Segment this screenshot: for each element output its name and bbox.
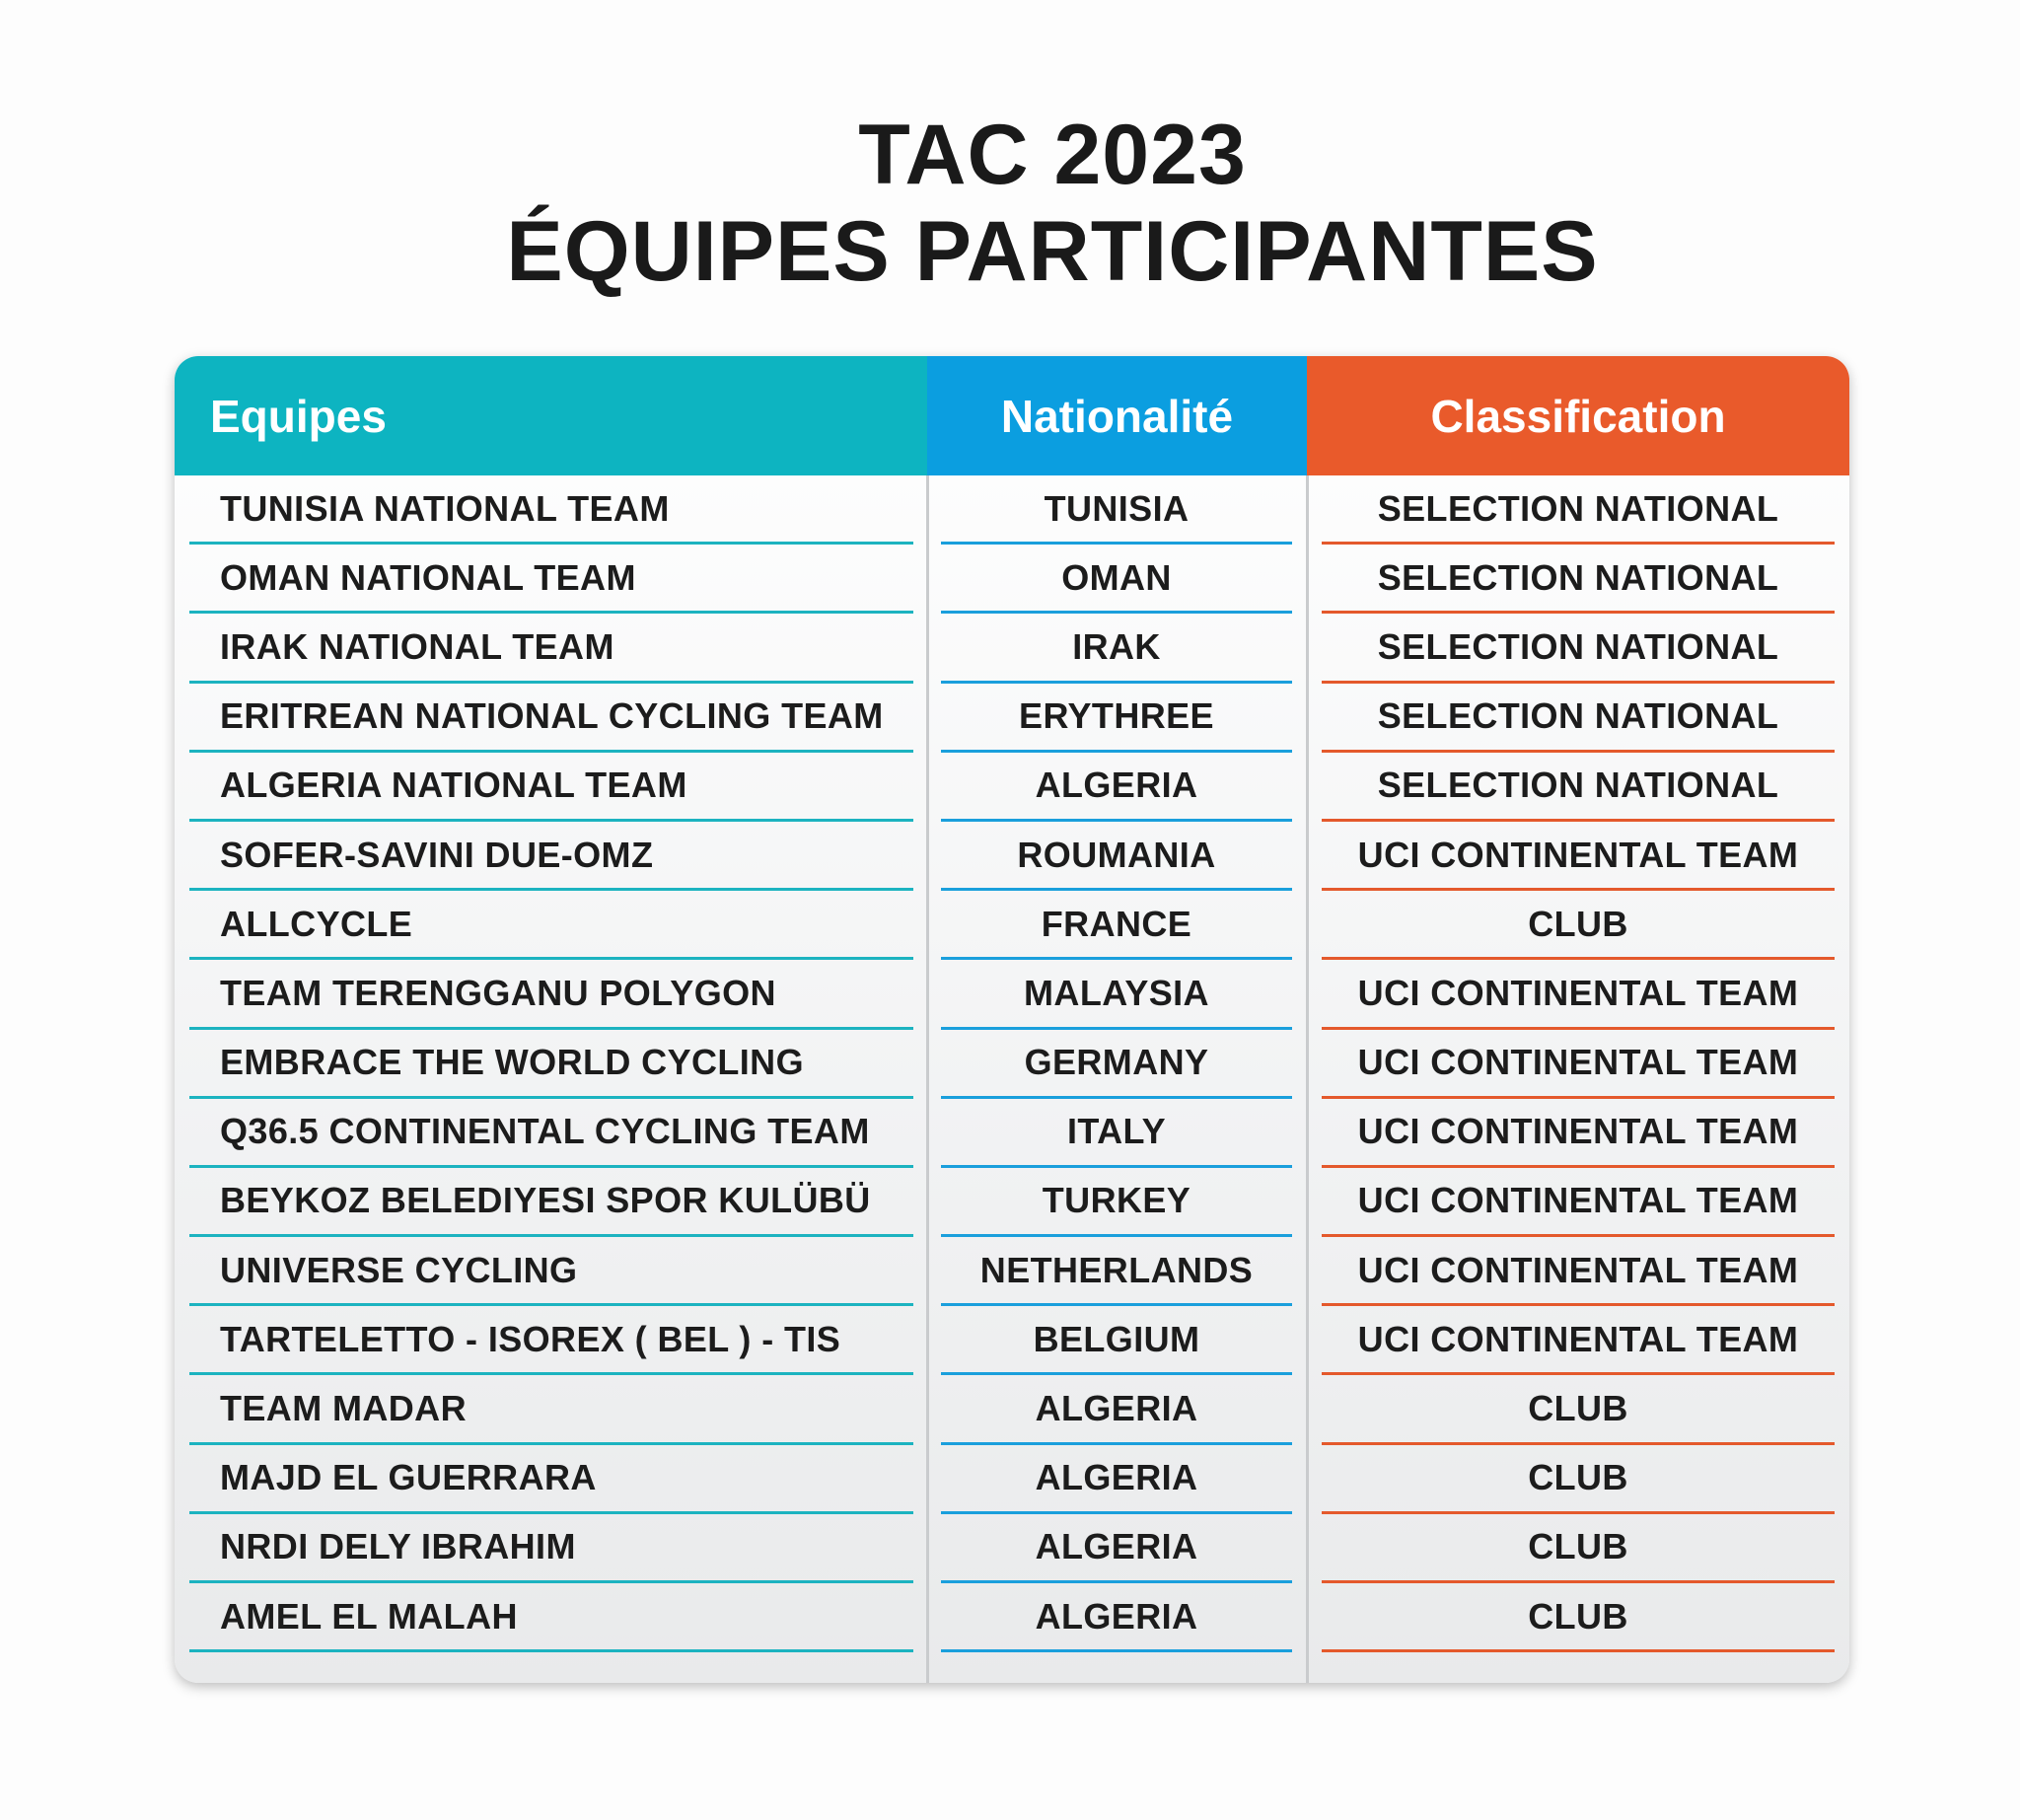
- classification-cell: UCI CONTINENTAL TEAM: [1322, 822, 1835, 891]
- table-row: [175, 1237, 1849, 1306]
- classification-cell: SELECTION NATIONAL: [1322, 614, 1835, 683]
- team-cell: Q36.5 CONTINENTAL CYCLING TEAM: [189, 1099, 913, 1168]
- table-row: [175, 1375, 1849, 1444]
- table-body: [175, 475, 1849, 1652]
- table-row: [175, 753, 1849, 822]
- nationality-cell: BELGIUM: [941, 1306, 1292, 1375]
- classification-cell: UCI CONTINENTAL TEAM: [1322, 1237, 1835, 1306]
- team-cell: UNIVERSE CYCLING: [189, 1237, 913, 1306]
- table-row: [175, 960, 1849, 1029]
- table-row: [175, 1168, 1849, 1237]
- team-cell: TEAM MADAR: [189, 1375, 913, 1444]
- table-row: [175, 822, 1849, 891]
- table-row: [175, 1583, 1849, 1652]
- team-cell: OMAN NATIONAL TEAM: [189, 545, 913, 614]
- team-cell: MAJD EL GUERRARA: [189, 1445, 913, 1514]
- nationality-cell: GERMANY: [941, 1030, 1292, 1099]
- team-cell: TEAM TERENGGANU POLYGON: [189, 960, 913, 1029]
- table-row: [175, 1445, 1849, 1514]
- classification-cell: CLUB: [1322, 1583, 1835, 1652]
- title-line-1: TAC 2023: [858, 108, 1247, 202]
- teams-table: [175, 356, 1849, 1683]
- team-cell: EMBRACE THE WORLD CYCLING: [189, 1030, 913, 1099]
- header-teams: Equipes: [175, 356, 927, 475]
- classification-cell: CLUB: [1322, 1445, 1835, 1514]
- nationality-cell: ALGERIA: [941, 1583, 1292, 1652]
- nationality-cell: NETHERLANDS: [941, 1237, 1292, 1306]
- team-cell: ERITREAN NATIONAL CYCLING TEAM: [189, 684, 913, 753]
- nationality-cell: ALGERIA: [941, 1445, 1292, 1514]
- classification-cell: UCI CONTINENTAL TEAM: [1322, 1030, 1835, 1099]
- team-cell: IRAK NATIONAL TEAM: [189, 614, 913, 683]
- table-row: [175, 891, 1849, 960]
- table-row: [175, 684, 1849, 753]
- classification-cell: UCI CONTINENTAL TEAM: [1322, 1099, 1835, 1168]
- team-cell: AMEL EL MALAH: [189, 1583, 913, 1652]
- table-row: [175, 1030, 1849, 1099]
- table-row: [175, 1099, 1849, 1168]
- team-cell: NRDI DELY IBRAHIM: [189, 1514, 913, 1583]
- nationality-cell: IRAK: [941, 614, 1292, 683]
- nationality-cell: ALGERIA: [941, 1375, 1292, 1444]
- nationality-cell: ALGERIA: [941, 753, 1292, 822]
- nationality-cell: ROUMANIA: [941, 822, 1292, 891]
- classification-cell: CLUB: [1322, 891, 1835, 960]
- nationality-cell: OMAN: [941, 545, 1292, 614]
- header-classification: Classification: [1307, 356, 1849, 475]
- team-cell: BEYKOZ BELEDIYESI SPOR KULÜBÜ: [189, 1168, 913, 1237]
- classification-cell: CLUB: [1322, 1375, 1835, 1444]
- title-line-2: ÉQUIPES PARTICIPANTES: [506, 204, 1599, 299]
- nationality-cell: TURKEY: [941, 1168, 1292, 1237]
- nationality-cell: FRANCE: [941, 891, 1292, 960]
- classification-cell: SELECTION NATIONAL: [1322, 684, 1835, 753]
- table-row: [175, 1306, 1849, 1375]
- team-cell: ALGERIA NATIONAL TEAM: [189, 753, 913, 822]
- classification-cell: CLUB: [1322, 1514, 1835, 1583]
- nationality-cell: ITALY: [941, 1099, 1292, 1168]
- team-cell: SOFER-SAVINI DUE-OMZ: [189, 822, 913, 891]
- classification-cell: SELECTION NATIONAL: [1322, 475, 1835, 545]
- table-row: [175, 614, 1849, 683]
- nationality-cell: ALGERIA: [941, 1514, 1292, 1583]
- team-cell: TUNISIA NATIONAL TEAM: [189, 475, 913, 545]
- team-cell: ALLCYCLE: [189, 891, 913, 960]
- classification-cell: UCI CONTINENTAL TEAM: [1322, 960, 1835, 1029]
- page-title: [0, 107, 2020, 300]
- nationality-cell: ERYTHREE: [941, 684, 1292, 753]
- table-row: [175, 545, 1849, 614]
- nationality-cell: MALAYSIA: [941, 960, 1292, 1029]
- team-cell: TARTELETTO - ISOREX ( BEL ) - TIS: [189, 1306, 913, 1375]
- table-row: [175, 475, 1849, 545]
- header-nationality: Nationalité: [927, 356, 1307, 475]
- nationality-cell: TUNISIA: [941, 475, 1292, 545]
- table-row: [175, 1514, 1849, 1583]
- classification-cell: SELECTION NATIONAL: [1322, 545, 1835, 614]
- classification-cell: UCI CONTINENTAL TEAM: [1322, 1306, 1835, 1375]
- classification-cell: SELECTION NATIONAL: [1322, 753, 1835, 822]
- classification-cell: UCI CONTINENTAL TEAM: [1322, 1168, 1835, 1237]
